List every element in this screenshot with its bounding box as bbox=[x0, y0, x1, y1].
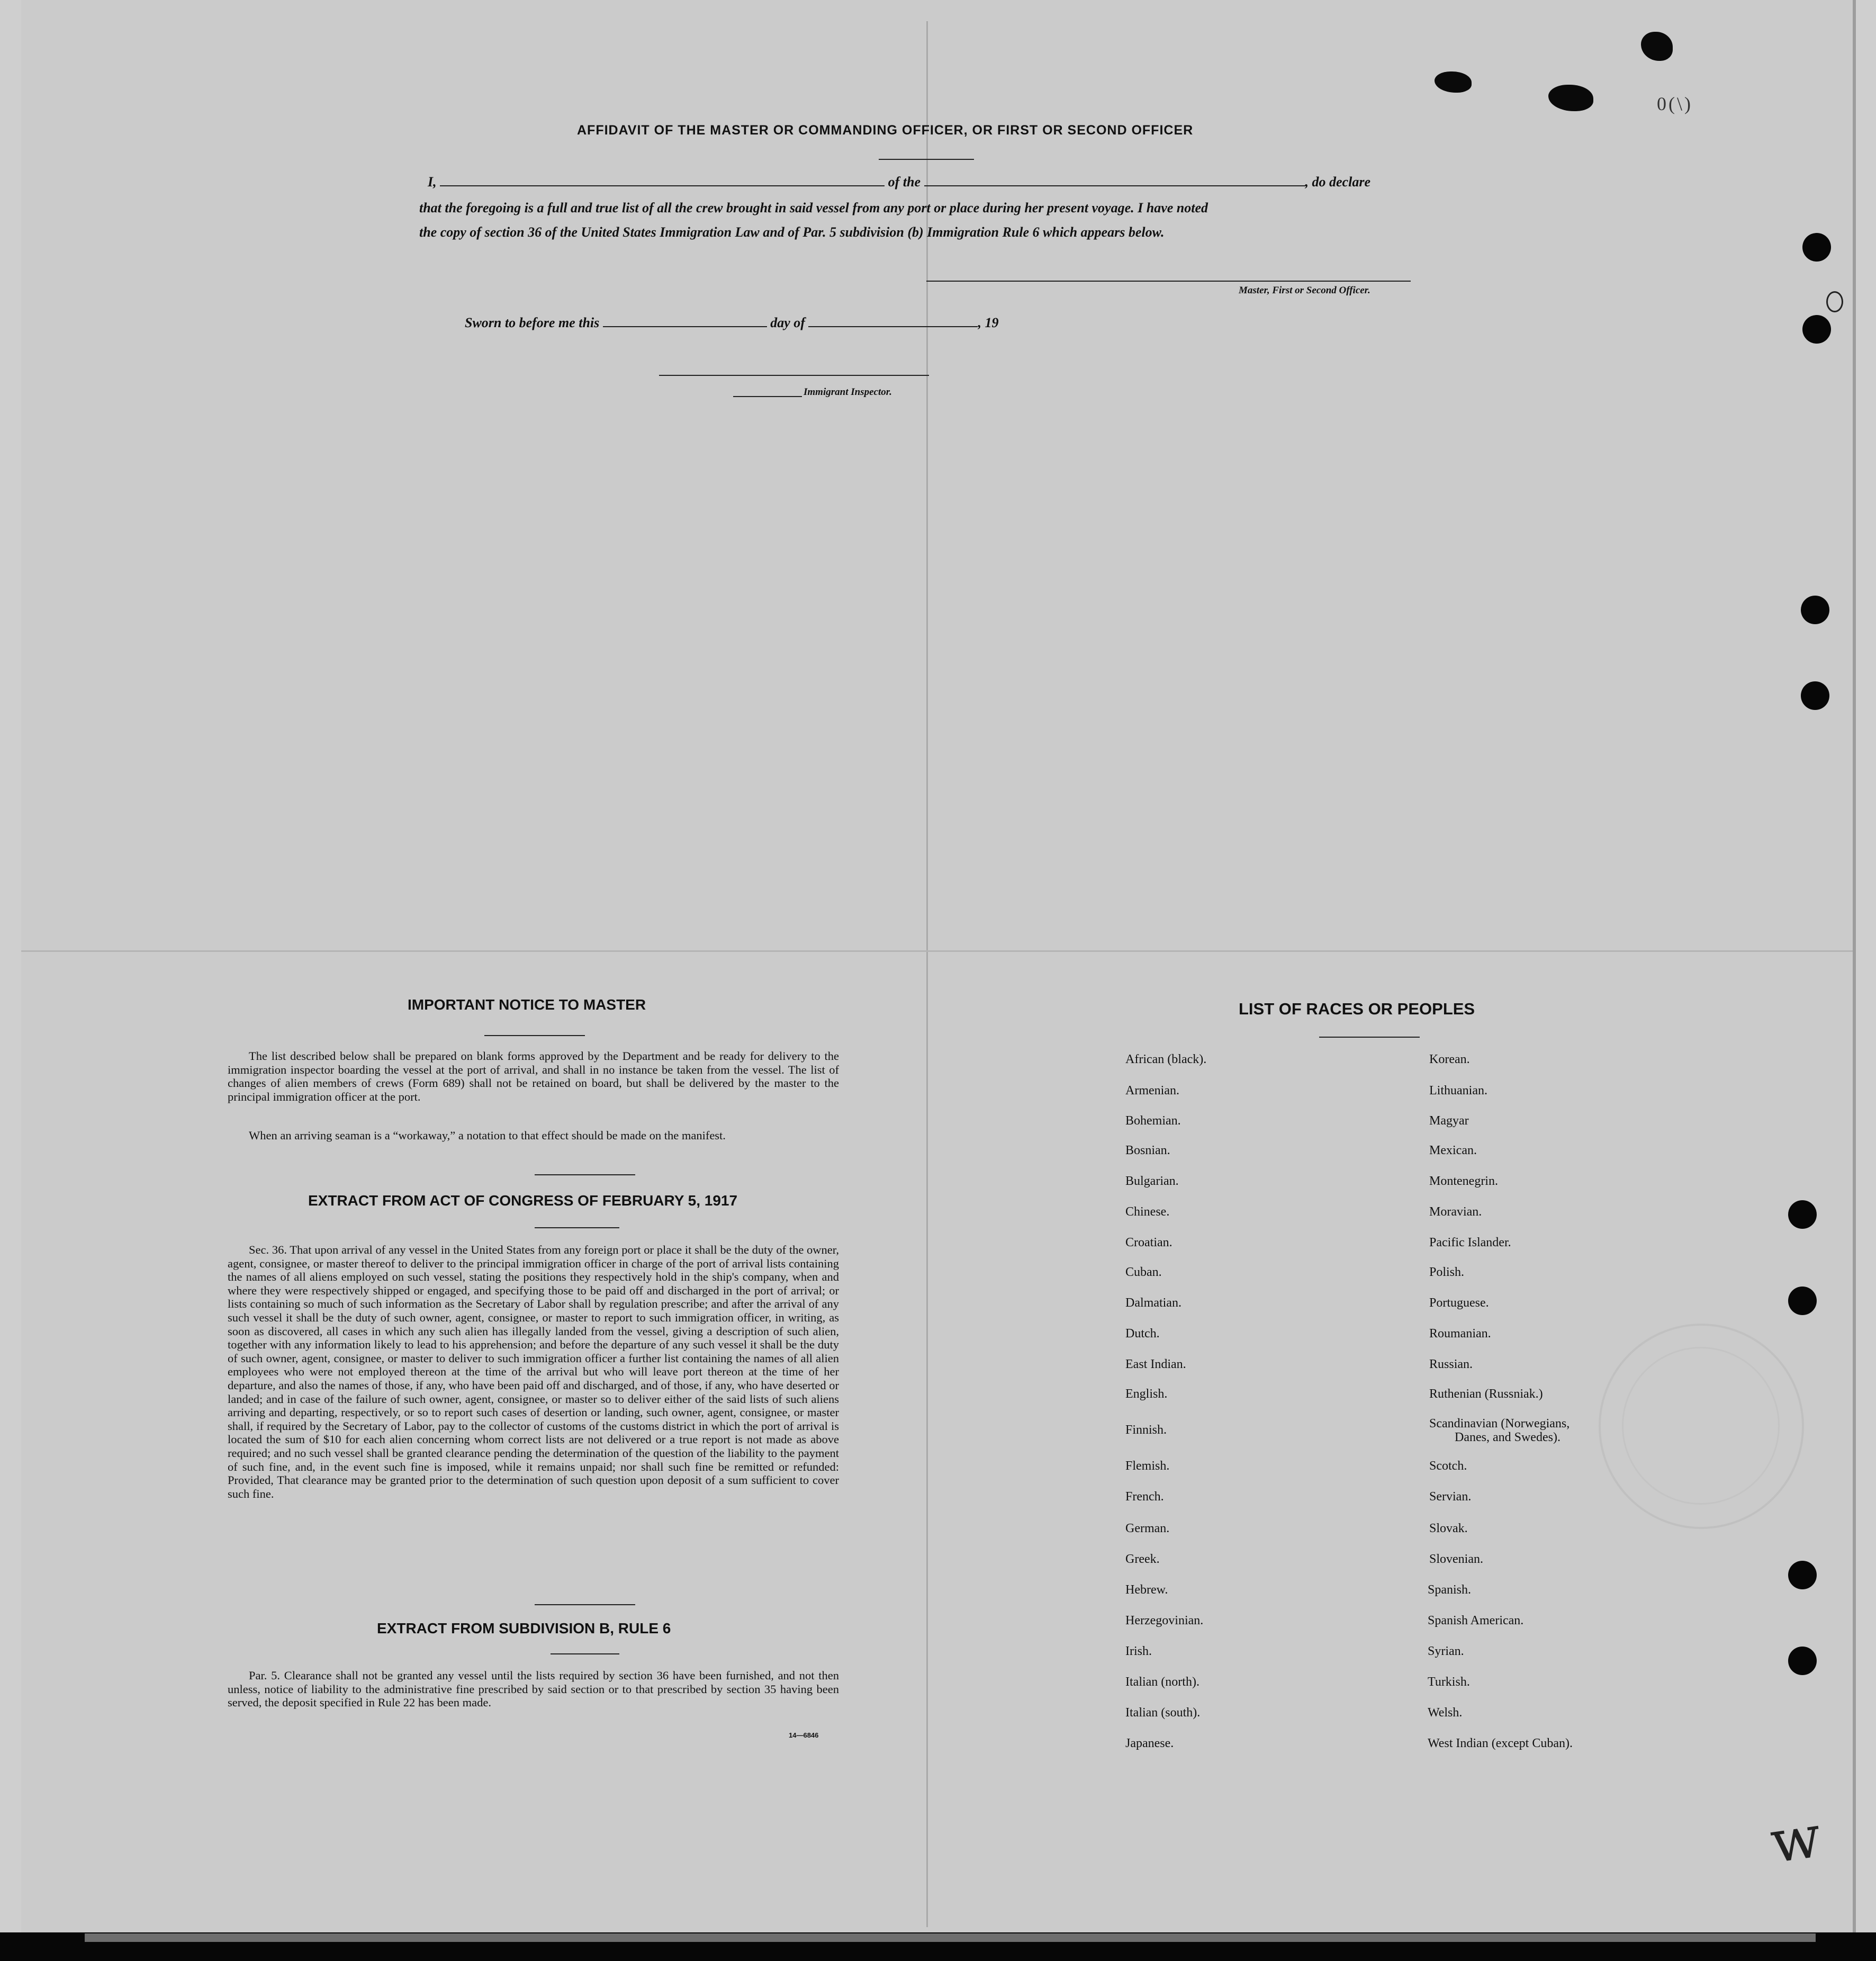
affidavit-line-3: the copy of section 36 of the United States Immigration Law and of Par. 5 subdivision (b) Immigration Rule 6 which appears below. bbox=[419, 224, 1165, 240]
race-item: African (black). bbox=[1125, 1053, 1207, 1066]
race-item: Armenian. bbox=[1125, 1084, 1179, 1098]
race-item: Flemish. bbox=[1125, 1459, 1170, 1473]
page-number: 0(\) bbox=[1657, 93, 1693, 114]
race-item: Turkish. bbox=[1428, 1675, 1470, 1689]
race-item: Scandinavian (Norwegians, bbox=[1429, 1417, 1570, 1431]
race-item: Russian. bbox=[1429, 1357, 1473, 1371]
punch-hole bbox=[1788, 1287, 1817, 1315]
race-item: Irish. bbox=[1125, 1644, 1152, 1658]
race-item: Roumanian. bbox=[1429, 1327, 1491, 1341]
notice-paragraph-1: The list described below shall be prepared on blank forms approved by the Department and be ready for delivery to the immigration inspector boarding the vessel at the port of arrival, and shall in no instance be taken from the vessel. The list of changes of alien members of crews (Form 689) shall not be retained on board, but shall be delivered by the master to the principal immigration officer at the port. bbox=[228, 1049, 839, 1103]
notice-paragraph-2: When an arriving seaman is a “workaway,” a notation to that effect should be made on the manifest. bbox=[249, 1129, 726, 1142]
race-item: Pacific Islander. bbox=[1429, 1236, 1511, 1249]
rule-extract-body: Par. 5. Clearance shall not be granted any vessel until the lists required by section 36 have been furnished, and not then unless, notice of liability to the administrative fine prescribed by said section or to that prescribed by section 35 having been served, the deposit specified in Rule 22 has been made. bbox=[228, 1669, 839, 1710]
races-heading: LIST OF RACES OR PEOPLES bbox=[1239, 1000, 1475, 1018]
sworn-month-blank bbox=[808, 314, 978, 327]
document-sheet bbox=[21, 0, 1856, 1932]
master-signature-label: Master, First or Second Officer. bbox=[1239, 285, 1370, 296]
punch-hole bbox=[1802, 315, 1831, 344]
race-item: Scotch. bbox=[1429, 1459, 1467, 1473]
name-blank bbox=[440, 174, 885, 186]
race-item: German. bbox=[1125, 1522, 1170, 1535]
race-item: Magyar bbox=[1429, 1114, 1469, 1128]
punch-hole bbox=[1788, 1647, 1817, 1675]
race-item: Spanish American. bbox=[1428, 1614, 1524, 1627]
faint-seal-stamp bbox=[1599, 1324, 1804, 1529]
race-item: Ruthenian (Russniak.) bbox=[1429, 1387, 1543, 1401]
race-item: Finnish. bbox=[1125, 1423, 1167, 1437]
race-item: Bohemian. bbox=[1125, 1114, 1181, 1128]
horizontal-fold-crease bbox=[21, 950, 1853, 952]
divider bbox=[1319, 1037, 1420, 1038]
inspector-label: Immigrant Inspector. bbox=[804, 386, 892, 398]
race-item: Montenegrin. bbox=[1429, 1174, 1498, 1188]
punch-hole bbox=[1788, 1200, 1817, 1229]
race-item: Slovak. bbox=[1429, 1522, 1468, 1535]
master-signature-line bbox=[926, 281, 1411, 282]
act-extract-body: Sec. 36. That upon arrival of any vessel in the United States from any foreign port or place it shall be the duty of the owner, agent, consignee, or master thereof to deliver to the principal immigration officer in charge of the port of arrival lists containing the names of all aliens employed on such vessel, stating the positions they respectively hold in the ship's company, when and where they were respectively shipped or engaged, and specifying those to be paid off and discharged in the port of arrival; or lists containing so much of such information as the Secretary of Labor shall by regulation prescribe; and after the arrival of any such vessel it shall be the duty of such owner, agent, consignee, or master to report to such immigration officer, in writing, as soon as discovered, all cases in which any such alien has illegally landed from the vessel, giving a description of such alien, together with any information likely to lead to his apprehension; and before the departure of any such vessel it shall be the duty of such owner, agent, consignee, or master to deliver to such immigration officer a further list containing the names of all alien employees who were not employed thereon at the time of the arrival but who will leave port thereon at the time of her departure, and also the names of those, if any, who have been paid off and discharged, and of those, if any, who have deserted or landed; and in case of the failure of such owner, agent, consignee, or master so to deliver either of the said lists of such aliens arriving and departing, respectively, or so to report such cases of desertion or landing, such owner, agent, consignee, or master shall, if required by the Secretary of Labor, pay to the collector of customs of the customs district in which the port of arrival is located the sum of $10 for each alien concerning whom correct lists are not delivered or a true report is not made as above required; and no such vessel shall be granted clearance pending the determination of the question of the liability to the payment of such fine, and, in the event such fine is imposed, while it remains unpaid; nor shall such fine be remitted or refunded: Provided, That clearance may be granted prior to the determination of such question upon deposit of a sum sufficient to cover such fine. bbox=[228, 1243, 839, 1500]
inspector-short-rule bbox=[733, 396, 802, 397]
divider bbox=[551, 1653, 619, 1654]
notice-heading: IMPORTANT NOTICE TO MASTER bbox=[408, 996, 646, 1013]
race-item: Croatian. bbox=[1125, 1236, 1172, 1249]
punch-hole bbox=[1801, 596, 1829, 624]
race-item: Servian. bbox=[1429, 1490, 1472, 1504]
punch-hole bbox=[1788, 1561, 1817, 1589]
race-item: Japanese. bbox=[1125, 1737, 1174, 1750]
affidavit-of-the-label: of the bbox=[888, 174, 921, 190]
act-extract-heading: EXTRACT FROM ACT OF CONGRESS OF FEBRUARY 5, 1917 bbox=[308, 1192, 738, 1209]
punch-hole-ring bbox=[1826, 291, 1843, 312]
race-item: Polish. bbox=[1429, 1265, 1465, 1279]
divider bbox=[879, 159, 974, 160]
race-item: Lithuanian. bbox=[1429, 1084, 1487, 1098]
affidavit-title: AFFIDAVIT OF THE MASTER OR COMMANDING OFFICER, OR FIRST OR SECOND OFFICER bbox=[577, 123, 1194, 138]
race-item: Italian (north). bbox=[1125, 1675, 1199, 1689]
inspector-signature-line bbox=[659, 375, 929, 376]
divider bbox=[535, 1604, 635, 1605]
divider bbox=[535, 1174, 635, 1175]
race-item: Syrian. bbox=[1428, 1644, 1464, 1658]
year-prefix-label: , 19 bbox=[978, 315, 999, 330]
rule-extract-heading: EXTRACT FROM SUBDIVISION B, RULE 6 bbox=[377, 1620, 671, 1636]
race-item: Slovenian. bbox=[1429, 1552, 1483, 1566]
punch-hole bbox=[1801, 681, 1829, 710]
race-item: Chinese. bbox=[1125, 1205, 1170, 1219]
affidavit-line-1 bbox=[428, 174, 1370, 190]
race-item: Moravian. bbox=[1429, 1205, 1482, 1219]
race-item: Dutch. bbox=[1125, 1327, 1160, 1341]
race-item: Herzegovinian. bbox=[1125, 1614, 1204, 1627]
sworn-line bbox=[465, 314, 998, 331]
race-item: East Indian. bbox=[1125, 1357, 1186, 1371]
race-item: Italian (south). bbox=[1125, 1706, 1201, 1720]
form-code: 14—6846 bbox=[789, 1731, 819, 1739]
race-item: West Indian (except Cuban). bbox=[1428, 1737, 1573, 1750]
divider bbox=[535, 1227, 619, 1228]
race-item: Mexican. bbox=[1429, 1144, 1477, 1157]
race-item: Bosnian. bbox=[1125, 1144, 1170, 1157]
race-item: Spanish. bbox=[1428, 1583, 1472, 1597]
sworn-day-blank bbox=[603, 314, 767, 327]
affidavit-line-2: that the foregoing is a full and true list of all the crew brought in said vessel from any port or place during her present voyage. I have noted bbox=[419, 200, 1208, 215]
race-item: Cuban. bbox=[1125, 1265, 1162, 1279]
race-item: Greek. bbox=[1125, 1552, 1160, 1566]
race-item: Dalmatian. bbox=[1125, 1296, 1181, 1310]
race-item: English. bbox=[1125, 1387, 1168, 1401]
affidavit-declare-label: , do declare bbox=[1305, 174, 1370, 190]
sworn-label: Sworn to before me this bbox=[465, 315, 600, 330]
affidavit-i-label: I, bbox=[428, 174, 437, 190]
race-item: Portuguese. bbox=[1429, 1296, 1489, 1310]
race-item: Welsh. bbox=[1428, 1706, 1463, 1720]
handwritten-mark: w bbox=[1766, 1802, 1825, 1876]
race-item: Danes, and Swedes). bbox=[1455, 1431, 1561, 1444]
race-item: Korean. bbox=[1429, 1053, 1470, 1066]
race-item: Bulgarian. bbox=[1125, 1174, 1179, 1188]
day-of-label: day of bbox=[770, 315, 805, 330]
vertical-fold-crease bbox=[926, 21, 928, 1927]
race-item: French. bbox=[1125, 1490, 1164, 1504]
scan-bottom-strip bbox=[85, 1933, 1816, 1942]
vessel-blank bbox=[924, 174, 1305, 186]
divider bbox=[484, 1035, 585, 1036]
punch-hole bbox=[1802, 233, 1831, 262]
race-item: Hebrew. bbox=[1125, 1583, 1168, 1597]
